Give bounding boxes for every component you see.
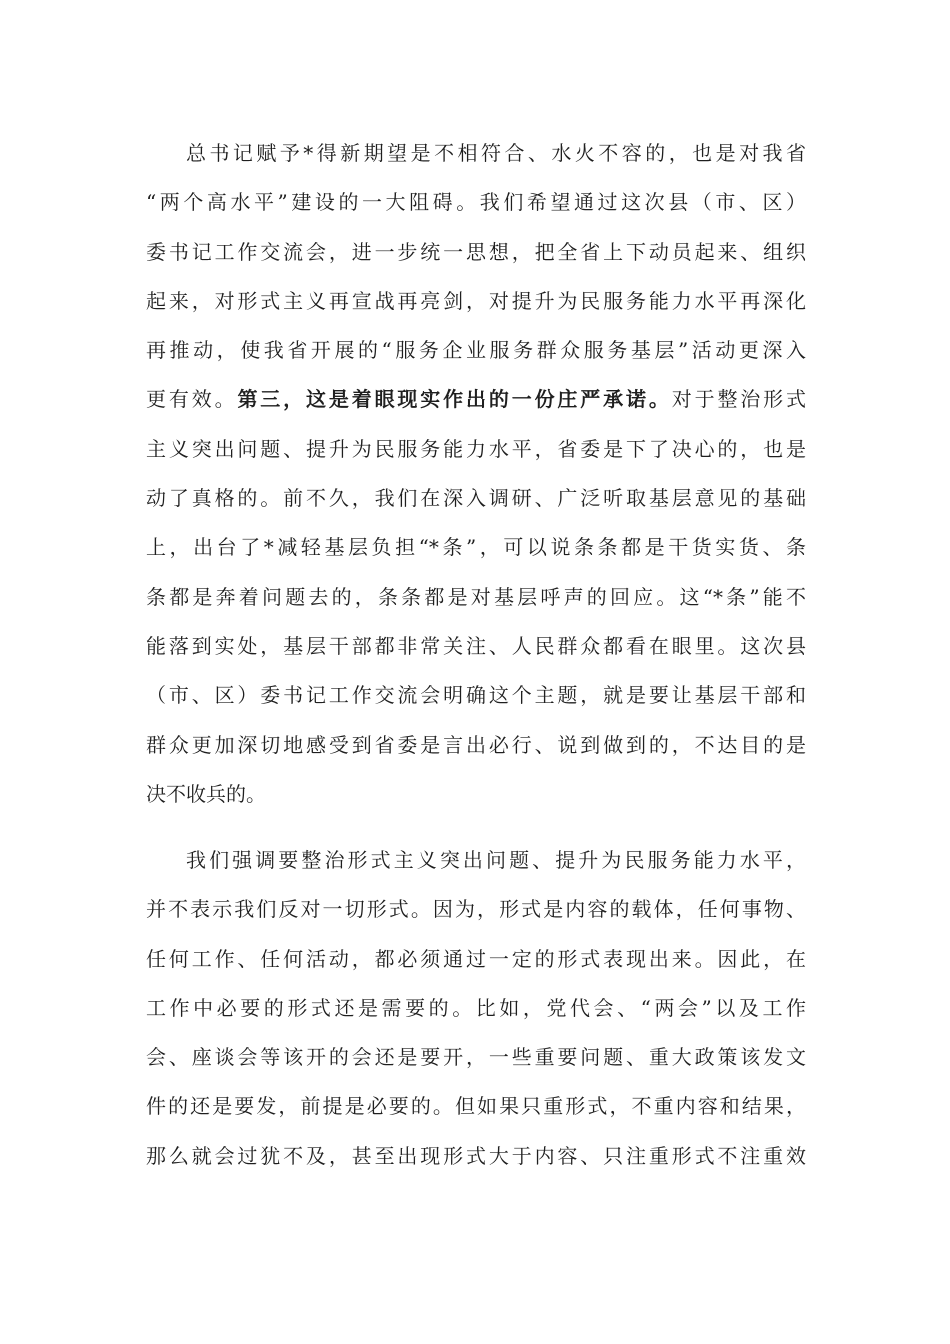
paragraph-2	[146, 836, 806, 1181]
paragraph-1	[146, 129, 806, 819]
text-line: 工作中必要的形式还是需要的。比如，党代会、“两会”以及工作	[146, 995, 806, 1020]
text-line: 能落到实处，基层干部都非常关注、人民群众都看在眼里。这次县	[146, 633, 806, 658]
text-line: 再推动，使我省开展的“服务企业服务群众服务基层”活动更深入	[146, 338, 806, 363]
text-line: 那么就会过犹不及，甚至出现形式大于内容、只注重形式不注重效	[146, 1143, 806, 1168]
text-line: 决不收兵的。	[146, 781, 266, 806]
text-line: 件的还是要发，前提是必要的。但如果只重形式，不重内容和结果，	[146, 1094, 806, 1119]
bold-heading-run: 第三，这是着眼现实作出的一份庄严承诺。	[237, 387, 672, 412]
text-line: 任何工作、任何活动，都必须通过一定的形式表现出来。因此，在	[146, 946, 806, 971]
text-line: 我们强调要整治形式主义突出问题、提升为民服务能力水平，	[186, 848, 806, 872]
text-run: 更有效。	[146, 387, 238, 412]
text-line: 起来，对形式主义再宣战再亮剑，对提升为民服务能力水平再深化	[146, 288, 806, 313]
text-line: 主义突出问题、提升为民服务能力水平，省委是下了决心的，也是	[146, 436, 806, 461]
text-line: 动了真格的。前不久，我们在深入调研、广泛听取基层意见的基础	[146, 486, 806, 511]
text-line: （市、区）委书记工作交流会明确这个主题，就是要让基层干部和	[146, 683, 806, 708]
text-line: 委书记工作交流会，进一步统一思想，把全省上下动员起来、组织	[146, 239, 806, 264]
text-line: 总书记赋予*得新期望是不相符合、水火不容的，也是对我省	[186, 141, 806, 165]
text-line: 上，出台了*减轻基层负担“*条”，可以说条条都是干货实货、条	[146, 535, 806, 560]
text-run: 对于整治形式	[671, 387, 807, 412]
text-line: 条都是奔着问题去的，条条都是对基层呼声的回应。这“*条”能不	[146, 584, 806, 609]
text-line: 并不表示我们反对一切形式。因为，形式是内容的载体，任何事物、	[146, 897, 806, 922]
text-line: 群众更加深切地感受到省委是言出必行、说到做到的，不达目的是	[146, 732, 806, 757]
text-line	[146, 375, 806, 424]
text-line: 会、座谈会等该开的会还是要开，一些重要问题、重大政策该发文	[146, 1045, 806, 1070]
text-line: “两个高水平”建设的一大阻碍。我们希望通过这次县（市、区）	[146, 190, 806, 215]
